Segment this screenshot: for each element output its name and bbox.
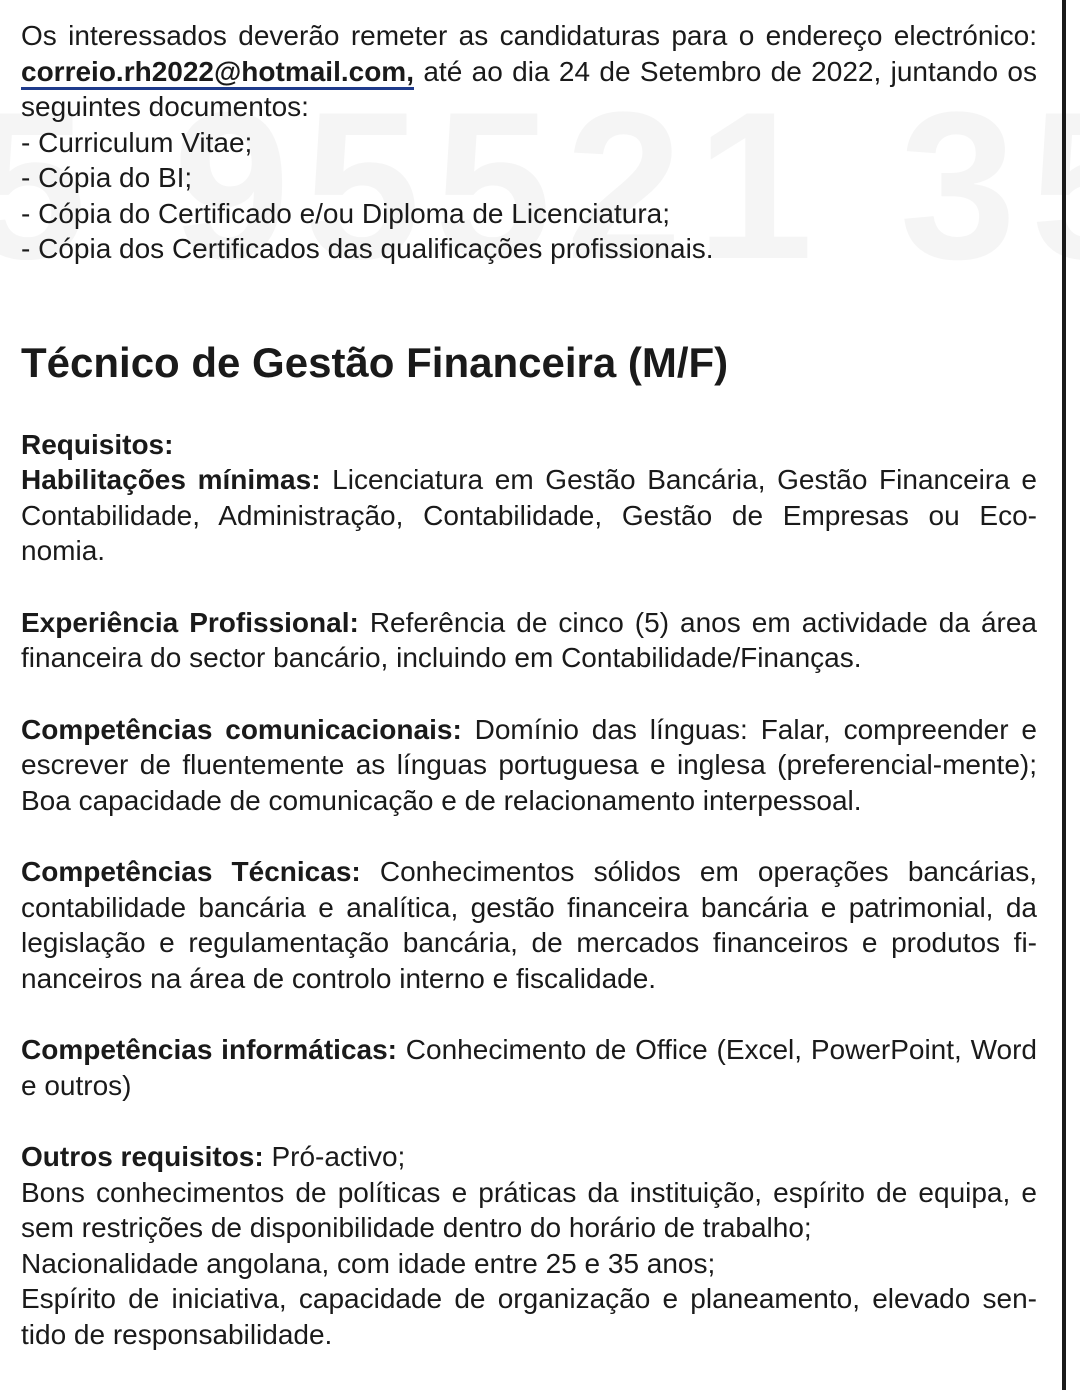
instructions-deadline-text: até ao dia 24 de Setembro de 2022, juntando os seguintes documentos: [21,55,1037,122]
requirement-text: Pró-activo; [263,1141,406,1172]
requirement-text: Conhecimento de Office (Excel, PowerPoint, Word e outros) [21,1034,1037,1101]
outros-first-line [21,1139,1037,1175]
requirement-outros [21,1139,1037,1352]
requirement-label: Experiência Profissional: [21,606,359,638]
requirements-heading: Requisitos: [21,428,174,460]
requirement-label: Competências Técnicas: [21,856,361,887]
required-documents-list [21,125,1037,267]
requirement-comunicacionais [21,712,1037,819]
list-item: Espírito de iniciativa, capacidade de organização e planeamento, elevado sen-tido de responsabilidade. [21,1283,1037,1350]
requirement-text: Licenciatura em Gestão Bancária, Gestão Financeira e Contabilidade, Administração, Contabilidade, Gestão de Empresas ou Eco-nomia. [21,464,1037,566]
requirement-habilitacoes [21,462,1037,569]
job-title: Técnico de Gestão Financeira (M/F) [21,338,729,386]
instructions-text: Os interessados deverão remeter as candidaturas para o endereço electrónico: [21,20,1037,51]
requirement-informaticas [21,1032,1037,1103]
requirement-label: Competências informáticas: [21,1034,398,1065]
list-item: - Curriculum Vitae; [21,126,253,158]
application-instructions [21,18,1037,267]
requirement-tecnicas [21,854,1037,996]
document-content [21,18,1037,1352]
requirement-experiencia [21,605,1037,676]
list-item: Nacionalidade angolana, com idade entre 25 e 35 anos; [21,1247,716,1279]
list-item: - Cópia do Certificado e/ou Diploma de Licenciatura; [21,197,671,229]
page-border-line [1062,0,1066,1390]
requirement-label: Competências comunicacionais: [21,713,462,745]
requirement-label: Outros requisitos: [21,1141,264,1172]
list-item: - Cópia dos Certificados das qualificações profissionais. [21,233,714,264]
requirement-label: Habilitações mínimas: [21,464,321,495]
requirement-text: Referência de cinco (5) anos em actividade da área financeira do sector bancário, incluindo em Contabilidade/Finanças. [21,606,1037,673]
requirement-text: Domínio das línguas: Falar, compreender e escrever de fluentemente as línguas portuguesa e inglesa (preferencial-mente); Boa capacidade de comunicação e de relacionamento interpessoal. [21,713,1037,816]
list-item: Bons conhecimentos de políticas e práticas da instituição, espírito de equipa, e sem restrições de disponibilidade dentro do horário de trabalho; [21,1176,1037,1243]
instructions-paragraph [21,18,1037,125]
contact-email-link[interactable]: correio.rh2022@hotmail.com, [21,56,414,90]
requirement-text: Conhecimentos sólidos em operações bancárias, contabilidade bancária e analítica, gestão financeira bancária e patrimonial, da legislação e regulamentação bancária, de mercados financeiros e produtos fi-nanceiros na área de controlo interno e fiscalidade. [21,856,1037,994]
list-item: - Cópia do BI; [21,162,193,193]
